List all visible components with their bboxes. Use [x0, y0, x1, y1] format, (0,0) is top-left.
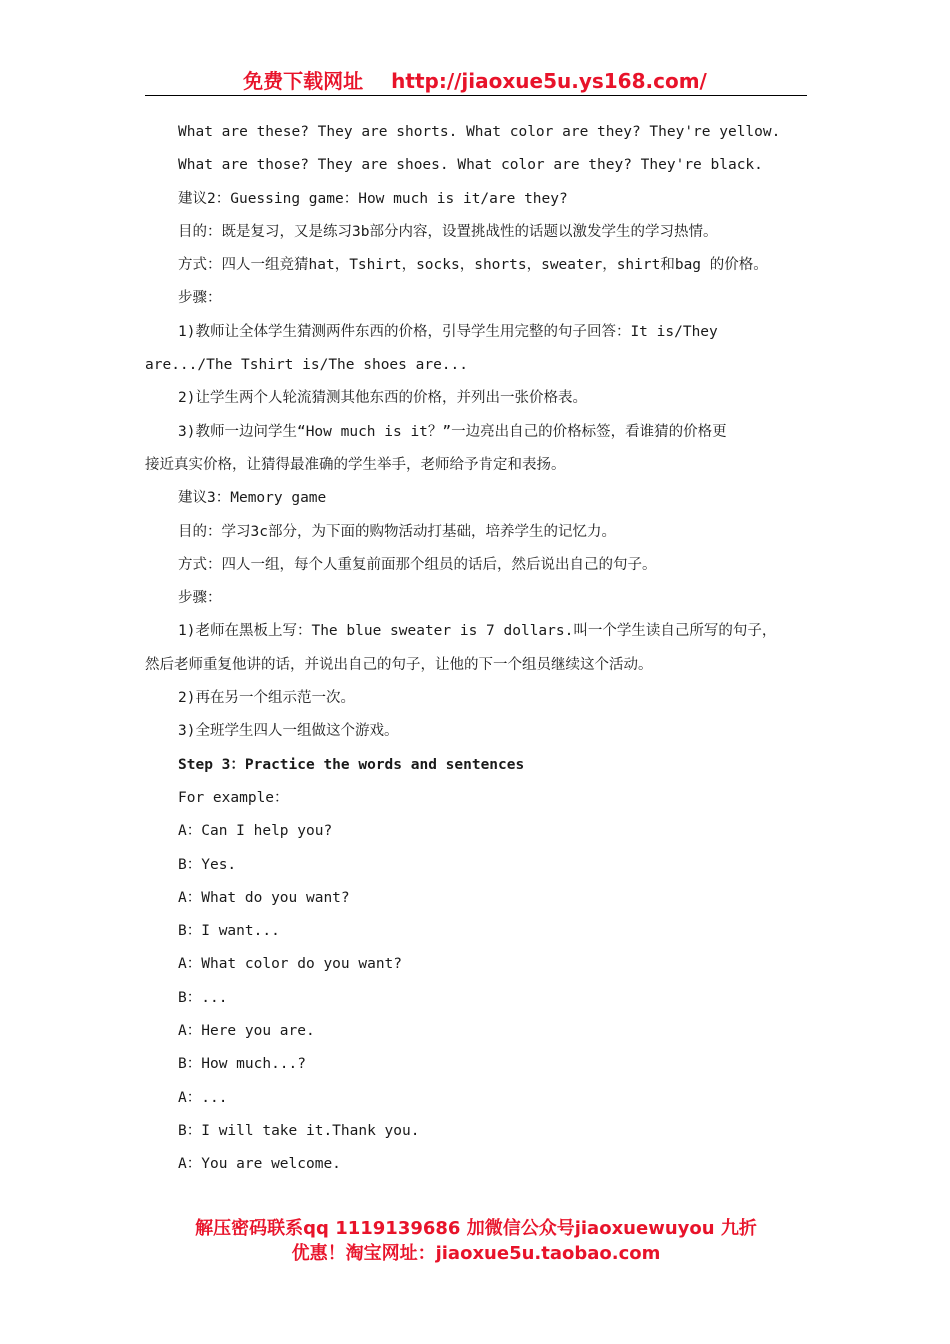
- text-line: 2)让学生两个人轮流猜测其他东西的价格，并列出一张价格表。: [178, 390, 587, 407]
- dialogue-line: A：What color do you want?: [178, 956, 403, 973]
- text-line: 方式：四人一组，每个人重复前面那个组员的话后，然后说出自己的句子。: [178, 556, 657, 573]
- text-line: 目的：既是复习，又是练习3b部分内容，设置挑战性的话题以激发学生的学习热情。: [178, 223, 718, 240]
- page-header: [145, 68, 805, 94]
- dialogue-line: B：...: [178, 989, 228, 1006]
- text-line: 建议2：Guessing game：How much is it/are they?: [178, 190, 568, 207]
- text-line: are.../The Tshirt is/The shoes are...: [145, 357, 469, 374]
- dialogue-line: A：Can I help you?: [178, 823, 333, 840]
- dialogue-line: A：...: [178, 1089, 228, 1106]
- document-body: [145, 116, 807, 1182]
- header-url[interactable]: http://jiaoxue5u.ys168.com/: [391, 69, 707, 93]
- dialogue-line: A：What do you want?: [178, 889, 350, 906]
- text-line: 然后老师重复他讲的话，并说出自己的句子，让他的下一个组员继续这个活动。: [145, 656, 653, 673]
- text-line: 建议3：Memory game: [178, 490, 327, 507]
- text-line: 目的：学习3c部分，为下面的购物活动打基础，培养学生的记忆力。: [178, 523, 616, 540]
- text-line: 2)再在另一个组示范一次。: [178, 690, 355, 707]
- dialogue-line: A：You are welcome.: [178, 1156, 341, 1173]
- text-line: 3)全班学生四人一组做这个游戏。: [178, 723, 399, 740]
- dialogue-line: B：How much...?: [178, 1056, 306, 1073]
- text-line: For example：: [178, 789, 289, 806]
- page-footer: [145, 1216, 807, 1266]
- text-line: 3)教师一边问学生“How much is it？”一边亮出自己的价格标签，看谁猜的价格更: [178, 423, 727, 440]
- text-line: What are those? They are shoes. What color are they? They're black.: [178, 157, 763, 174]
- dialogue-line: B：I want...: [178, 923, 280, 940]
- header-divider: [145, 95, 807, 96]
- text-line: 步骤：: [178, 590, 222, 607]
- dialogue-line: B：I will take it.Thank you.: [178, 1122, 420, 1139]
- text-line: 步骤：: [178, 290, 222, 307]
- footer-shop-line[interactable]: 优惠！淘宝网址：jiaoxue5u.taobao.com: [291, 1243, 661, 1264]
- step-heading: Step 3：Practice the words and sentences: [178, 756, 525, 773]
- text-line: 1)教师让全体学生猜测两件东西的价格，引导学生用完整的句子回答：It is/They: [178, 323, 718, 340]
- footer-contact-line: 解压密码联系qq 1119139686 加微信公众号jiaoxuewuyou 九折: [195, 1218, 757, 1239]
- text-line: 1)老师在黑板上写：The blue sweater is 7 dollars.叫一个学生读自己所写的句子，: [178, 623, 777, 640]
- text-line: What are these? They are shorts. What color are they? They're yellow.: [178, 124, 781, 140]
- header-download-label: 免费下载网址: [243, 69, 364, 93]
- dialogue-line: A：Here you are.: [178, 1023, 315, 1040]
- text-line: 方式：四人一组竞猜hat，Tshirt，socks，shorts，sweater，shirt和bag 的价格。: [178, 257, 768, 274]
- dialogue-line: B：Yes.: [178, 856, 237, 873]
- text-line: 接近真实价格，让猜得最准确的学生举手，老师给予肯定和表扬。: [145, 456, 566, 473]
